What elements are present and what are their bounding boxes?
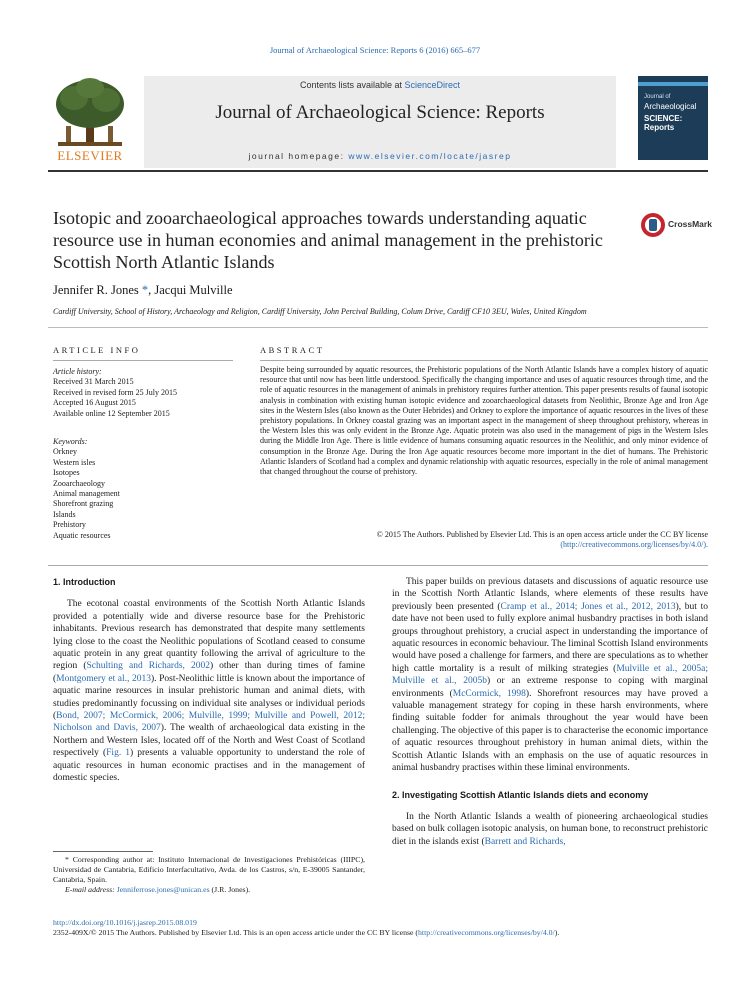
- citation-link[interactable]: Bond, 2007; McCormick, 2006; Mulville, 1999; Mulville and Powell, 2012; Nicholson and Davis, 2007: [53, 711, 365, 734]
- body-text: ) other than during times of famine (: [53, 661, 366, 684]
- intro-paragraph-2: [392, 576, 708, 775]
- author-jones[interactable]: Jennifer R. Jones: [53, 283, 142, 297]
- body-text: ), but to date have not been used to fully explore animal husbandry practises in both island groups throughout prehistory, a crucial aspect in understanding the importance of aquatic resources in economic behaviour. The liminal Scottish Island environments would have posed a challenge for farmers, and there are speculations as to whether high cattle mortality is a result of milking strategies (: [392, 601, 708, 674]
- crossmark-icon: [640, 212, 666, 238]
- copyright-line: © 2015 The Authors. Published by Elsevier Ltd. This is an open access article under the CC BY license: [376, 530, 708, 539]
- affiliation: Cardiff University, School of History, Archaeology and Religion, Cardiff University, John Percival Building, Colum Drive, Cardiff CF10 3EU, Wales, United Kingdom: [53, 307, 587, 316]
- abstract-heading: ABSTRACT: [260, 345, 325, 355]
- body-text: ). Post-Neolithic little is known about the importance of aquatic marine resources in insular prehistoric human and animal diets, with studies predominantly focussing on individual site analyses or individual periods (: [53, 673, 365, 722]
- intro-paragraph: [53, 598, 365, 784]
- keyword: Orkney: [53, 447, 77, 457]
- issn-end: ).: [554, 928, 560, 938]
- corresponding-note: [53, 855, 365, 885]
- journal-citation[interactable]: Journal of Archaeological Science: Reports 6 (2016) 665–677: [269, 45, 481, 55]
- cover-line-3: SCIENCE: Reports: [644, 114, 683, 132]
- body-text: ) or an extreme response to coping with marginal environments (: [392, 676, 708, 699]
- body-text: This paper builds on previous datasets and discussions of aquatic resource use in the Scottish North Atlantic Islands, where elements of these results have previously been presented (: [392, 577, 708, 612]
- citation-link[interactable]: Barrett and Richards,: [484, 836, 566, 847]
- footer-license-link[interactable]: http://creativecommons.org/licenses/by/4.0/: [418, 928, 555, 938]
- citation-link[interactable]: Montgomery et al., 2013: [56, 673, 151, 684]
- citation-link[interactable]: McCormick, 1998: [452, 688, 526, 699]
- body-column-left: [53, 576, 365, 785]
- article-info-rule: [53, 360, 233, 361]
- contents-prefix: Contents lists available at: [299, 80, 405, 90]
- corresponding-author-mark[interactable]: *: [141, 283, 149, 297]
- body-text: ) presents a valuable opportunity to understand the role of aquatic resources in human economic practises and in the management of domestic species.: [53, 748, 365, 784]
- contents-line: [144, 80, 616, 90]
- history-accepted: Accepted 16 August 2015: [53, 398, 136, 408]
- keyword: Prehistory: [53, 520, 86, 530]
- article-history: [53, 367, 233, 419]
- license-link[interactable]: (http://creativecommons.org/licenses/by/4.0/).: [560, 540, 708, 550]
- body-text: ). The wealth of archaeological data existing in the Northern and Western Isles, located off of the North and West Coast of Scotland respectively (: [53, 723, 366, 759]
- homepage-line: [144, 151, 616, 161]
- body-column-right: [392, 576, 708, 848]
- cover-line-2: Archaeological: [644, 102, 697, 111]
- email-note: [53, 885, 365, 895]
- doi-link[interactable]: http://dx.doi.org/10.1016/j.jasrep.2015.08.019: [53, 918, 197, 927]
- keywords: [53, 437, 233, 541]
- cover-stripe: [638, 82, 708, 86]
- journal-header-band: [144, 76, 616, 168]
- body-text: ). Shorefront resources may have proved a valuable management strategy for coping in these harsh environments, where finding suitable fodder for animals throughout the year would have been challenging. The objective of this paper is to characterise the economic importance of aquatic resources throughout prehistory in human animal diets, within the Scottish Atlantic Islands with an emphasis on the use of aquatic resources in animal husbandry practises within these liminal environments.: [392, 688, 708, 774]
- sciencedirect-link[interactable]: ScienceDirect: [404, 80, 461, 90]
- keyword: Western isles: [53, 457, 96, 467]
- email-link[interactable]: Jenniferrose.jones@unican.es: [116, 885, 210, 894]
- history-revised: Received in revised form 25 July 2015: [53, 387, 177, 397]
- keyword: Islands: [53, 509, 76, 519]
- homepage-prefix: journal homepage:: [248, 151, 349, 161]
- keyword: Shorefront grazing: [53, 499, 114, 509]
- keyword: Aquatic resources: [53, 530, 111, 540]
- citation-link[interactable]: Cramp et al., 2014; Jones et al., 2012, 2013: [500, 601, 676, 612]
- homepage-link[interactable]: www.elsevier.com/locate/jasrep: [348, 151, 512, 161]
- citation-link[interactable]: Schulting and Richards, 2002: [86, 661, 210, 672]
- footnote-rule: [53, 851, 153, 852]
- crossmark-label: CrossMark: [668, 219, 712, 229]
- history-received: Received 31 March 2015: [53, 377, 134, 387]
- journal-title: Journal of Archaeological Science: Reports: [215, 102, 545, 123]
- body-text: The ecotonal coastal environments of the Scottish North Atlantic Islands provided a potentially wide and diverse resource base for the Prehistoric inhabitants. Previous research has demonstrated that despite many settlements lying close to the coast the Neolithic populations of Scotland ceased to consume aquatic protein in any great quantity following the arrival of agriculture to the region (: [53, 599, 365, 672]
- page-footer: [53, 918, 713, 939]
- abstract-copyright: [260, 530, 708, 551]
- article-info-heading: ARTICLE INFO: [53, 345, 141, 355]
- section-heading-investigating: 2. Investigating Scottish Atlantic Islands diets and economy: [392, 789, 649, 800]
- email-suffix: (J.R. Jones).: [209, 885, 251, 894]
- cover-line-1: Journal of: [644, 94, 671, 100]
- citation-link[interactable]: Mulville et al., 2005a; Mulville et al., 2005b: [392, 663, 708, 687]
- footnote: [53, 855, 365, 895]
- author-separator: ,: [148, 283, 155, 297]
- journal-cover-thumbnail[interactable]: [638, 76, 708, 160]
- corresponding-text: Corresponding author at: Instituto Internacional de Investigaciones Prehistóricas (IIIPC), Universidad de Cantabria, Edificio Interfacultativo, Avda. de los Castros, s/n, E-39005 Santander, Cantabria, Spain.: [53, 855, 365, 884]
- author-mulville[interactable]: Jacqui Mulville: [154, 283, 233, 297]
- article-title: Isotopic and zooarchaeological approaches towards understanding aquatic resource use in human economies and animal management in the prehistoric Scottish North Atlantic Islands: [53, 208, 603, 272]
- issn-text: 2352-409X/© 2015 The Authors. Published by Elsevier Ltd. This is an open access article under the CC BY license (: [53, 928, 419, 938]
- header-divider: [48, 327, 708, 328]
- history-label: Article history:: [53, 367, 102, 376]
- keyword: Animal management: [53, 489, 120, 499]
- history-online: Available online 12 September 2015: [53, 408, 170, 418]
- body-divider: [48, 565, 708, 566]
- crossmark-badge[interactable]: [640, 212, 710, 238]
- keyword: Zooarchaeology: [53, 478, 105, 488]
- footnote-mark: *: [65, 855, 73, 864]
- author-list: [53, 283, 233, 298]
- body-text: In the North Atlantic Islands a wealth of pioneering archaeological studies based on bulk collagen isotopic analysis, on human bone, to reconstruct prehistoric diet in the islands exist (: [392, 811, 708, 847]
- citation-link[interactable]: Fig. 1: [106, 748, 131, 759]
- email-label: E-mail address:: [65, 885, 117, 894]
- section-heading-introduction: 1. Introduction: [53, 577, 116, 587]
- section2-paragraph: [392, 811, 708, 848]
- keywords-label: Keywords:: [53, 437, 88, 446]
- masthead: [48, 62, 708, 168]
- keyword: Isotopes: [53, 468, 80, 478]
- abstract-rule: [260, 360, 708, 361]
- abstract-text: Despite being surrounded by aquatic resources, the Prehistoric populations of the North Atlantic Islands have a complex history of aquatic resource that until now has been little understood. Specifically the changing importance and uses of aquatic resources through time, and the role of aquatic resources in the management of animals in prehistory requires further attention. This paper presents results of faunal isotopic analysis in combination with existing human isotopic evidence and zooarchaeological datasets from Neolithic, Bronze Age and Iron Age sites in the Western Isles (also known as the Outer Hebrides) and Orkney to explore the importance of aquatic resources in the lives of these prehistory populations. In Orkney coastal grazing was an important aspect in the management of sheep throughout prehistory, whereas in the Western Isles this was only evident in the Bronze Age. Aquatic protein was also used in the management of pigs in the Western Isles during the Middle Iron Age. There is little evidence of humans consuming aquatic resources in the Neolithic, and only minor evidence of consumption in the Bronze Age. During the Iron Age aquatic resources become more important in the diet of humans. The Prehistoric Atlantic Islanders of Scotland had a complex and dynamic relationship with aquatic resources, especially in the role of animal management that changed throughout the course of prehistory.: [260, 365, 708, 477]
- publisher-name: ELSEVIER: [57, 148, 123, 163]
- issn-line: [53, 928, 713, 938]
- masthead-rule: [48, 170, 708, 172]
